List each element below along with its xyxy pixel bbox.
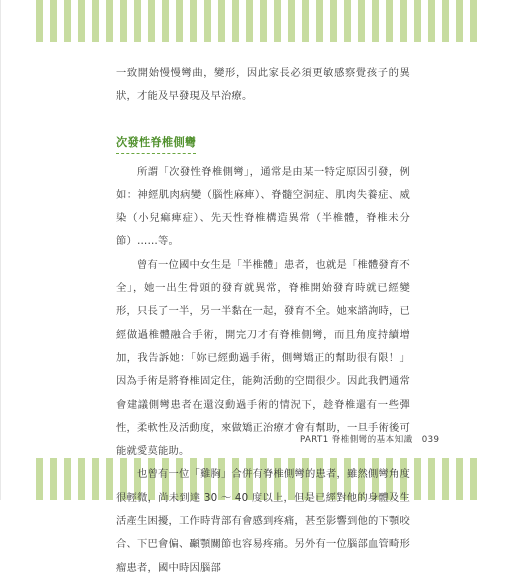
page-footer xyxy=(300,433,439,445)
paragraph-case-pectus: 也曾有一位「雞胸」合併有脊椎側彎的患者，雖然側彎角度很輕微，尚未到達 30 ～ 40 度以上，但是已經對他的身體及生活產生困擾，工作時背部有會感到疼痛，甚至影響到他的下顎咬合、下巴會偏、顳顎關節也容易疼痛。另外有一位腦部血管畸形瘤患者，國中時因腦部 xyxy=(116,468,410,574)
page-number: 039 xyxy=(421,435,440,445)
paragraph-definition: 所謂「次發性脊椎側彎」，通常是由某一特定原因引發，例如：神經肌肉病變（腦性麻痺）、脊髓空洞症、肌肉失養症、威染（小兒痲痺症）、先天性脊椎構造異常（半椎體，脊椎未分節）……等。 xyxy=(116,165,410,248)
section-heading: 次發性脊椎側彎 xyxy=(116,134,196,154)
paragraph-intro: 一致開始慢慢彎曲，變形，因此家長必須更敏感察覺孩子的異狀，才能及早發現及早治療。 xyxy=(116,67,410,103)
section-spacer xyxy=(116,109,410,131)
footer-part-label: PART1 脊椎側彎的基本知識 xyxy=(300,435,413,445)
paragraph-case-hemivertebra: 曾有一位國中女生是「半椎體」患者，也就是「椎體發育不全」，她一出生骨頭的發育就異常，脊椎開始發育時就已經變形，只長了一半，另一半黏在一起，發育不全。她來諮詢時，已經做過椎體融合手術，開完刀才有脊椎側彎，而且角度持續增加，我告訴她：「妳已經動過手術，側彎矯正的幫助很有限！」因為手術是將脊椎固定住，能夠活動的空間很少。因此我們通常會建議側彎患者在還沒動過手術的情況下，趁脊椎還有一些彈性，柔軟性及活動度，來做矯正治療才會有幫助，一旦手術後可能就愛莫能助。 xyxy=(116,258,410,458)
top-stripe-decoration xyxy=(36,0,484,42)
page-content xyxy=(116,62,410,580)
